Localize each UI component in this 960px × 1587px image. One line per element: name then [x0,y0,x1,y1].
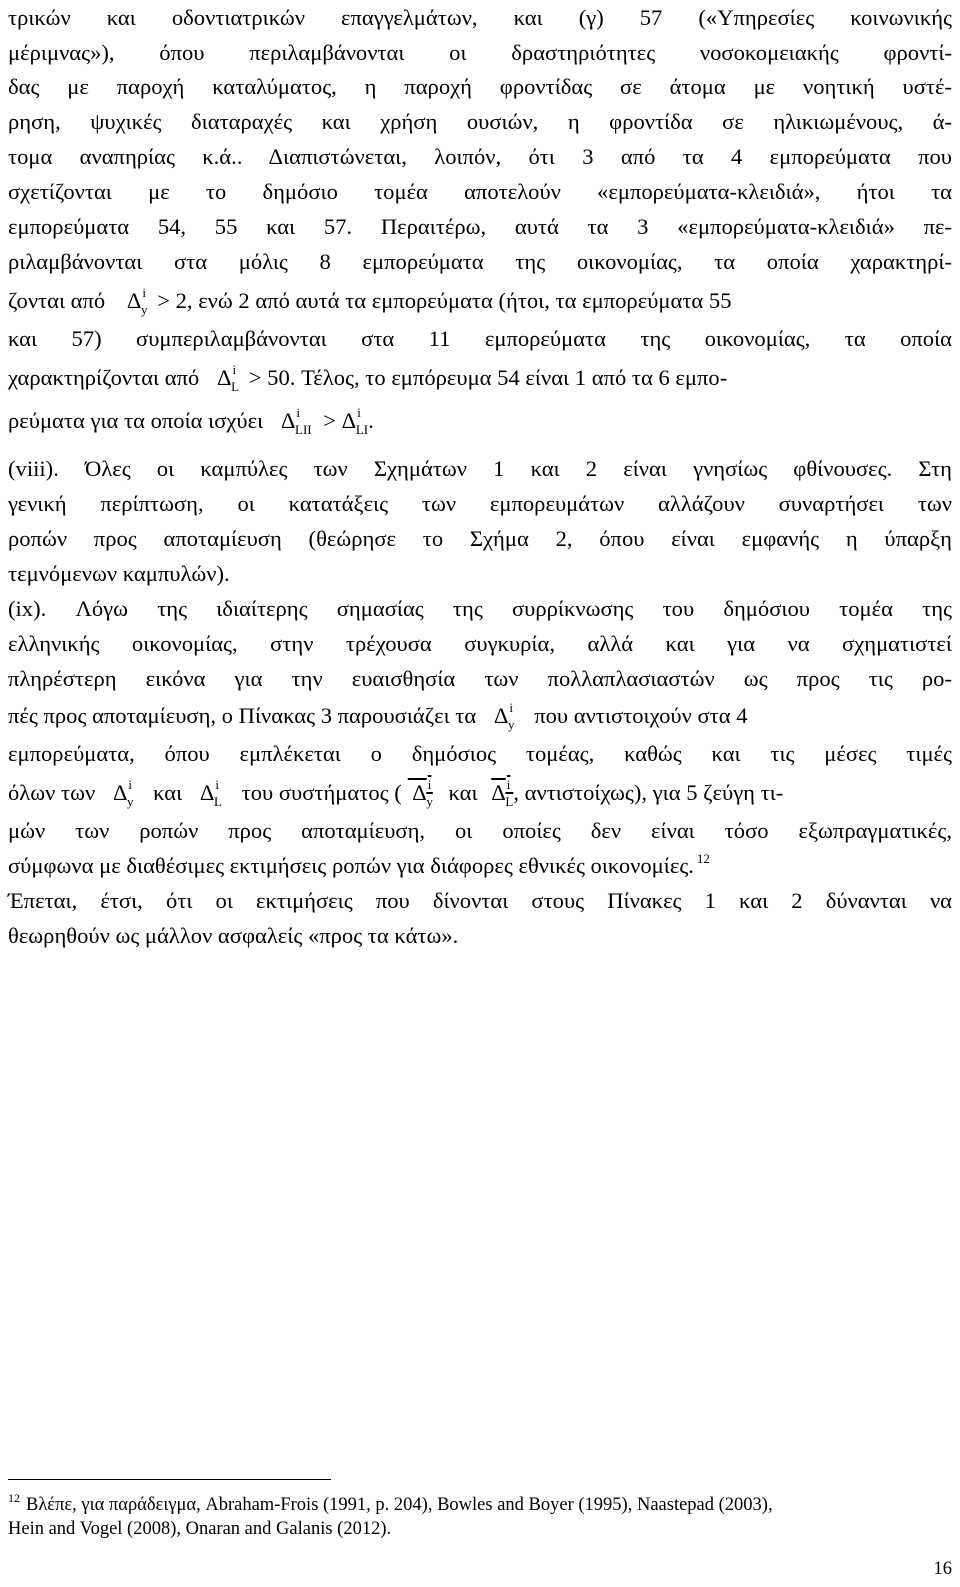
subscript-y: y [508,717,515,732]
superscript-i: i [142,285,147,300]
para9-line-10: θεωρηθούν ως μάλλον ασφαλείς «προς τα κάτω». [8,923,459,948]
para9-line-3: πληρέστερη εικόνα για την ευαισθησία των πολλαπλασιαστών ως προς τις ρο- [8,666,952,691]
body-line-10: και 57) συμπεριλαμβάνονται στα 11 εμπορεύματα της οικονομίας, τα οποία [8,326,952,351]
text-span: . [368,408,374,433]
text-span: και [153,780,183,805]
text-span: ζονται από [8,288,106,313]
body-line-5: τομα αναπηρίας κ.ά.. Διαπιστώνεται, λοιπόν, ότι 3 από τα 4 εμπορεύματα που [8,144,952,169]
body-line-11 [8,364,952,395]
text-span: που αντιστοιχούν στα 4 [534,703,748,728]
subscript-L: L [505,794,514,809]
para9-line-8 [8,852,952,883]
delta-symbol: Δ [199,780,215,805]
delta-symbol: Δ [217,365,232,390]
subscript-y: y [426,794,433,809]
footnote-mark: 12 [8,1491,20,1505]
footnote-separator [8,1479,331,1480]
superscript-i: i [509,700,514,715]
para9-line-9: Έπεται, έτσι, ότι οι εκτιμήσεις που δίνονται στους Πίνακες 1 και 2 δύνανται να [8,888,952,913]
para8-line-2: γενική περίπτωση, οι κατατάξεις των εμπορευμάτων αλλάζουν συναρτήσει των [8,491,952,516]
para9-line-4 [8,702,952,733]
para9-line-6 [8,779,952,810]
superscript-i: i [232,362,237,377]
body-line-1: τρικών και οδοντιατρικών επαγγελμάτων, και (γ) 57 («Υπηρεσίες κοινωνικής [8,5,952,30]
footnote-text: Βλέπε, για παράδειγμα, Abraham-Frois (1991, p. 204), Bowles and Boyer (1995), Naastepad (2003), [26,1495,773,1515]
superscript-i: i [296,405,300,420]
math-delta-L [199,777,222,809]
gt-symbol: > [248,365,262,390]
document-page [8,0,952,1587]
body-line-9 [8,287,952,318]
delta-symbol: Δ [412,780,427,805]
text-span: , ενώ 2 από αυτά τα εμπορεύματα (ήτοι, τα εμπορεύματα 55 [186,288,732,313]
gt-symbol: > [323,408,337,433]
text-span: σύμφωνα με διαθέσιμες εκτιμήσεις ροπών για διάφορες εθνικές οικονομίες. [8,853,694,878]
para9-line-2: ελληνικής οικονομίας, στην τρέχουσα συγκυρία, αλλά και για να σχηματιστεί [8,631,952,656]
gt-symbol: > [157,288,170,313]
subscript-LII: LII [295,422,312,437]
subscript-y: y [126,794,134,809]
footnote-line-2: Hein and Vogel (2008), Onaran and Galanis (2012). [8,1519,392,1539]
delta-symbol: Δ [341,408,357,433]
delta-symbol: Δ [491,780,506,805]
text-span: ρεύματα για τα οποία ισχύει [8,408,264,433]
superscript-i: i [128,777,132,792]
para8-line-1: (viii). Όλες οι καμπύλες των Σχημάτων 1 και 2 είναι γνησίως φθίνουσες. Στη [8,456,952,481]
body-line-8: ριλαμβάνονται στα μόλις 8 εμπορεύματα της οικονομίας, τα οποία χαρακτηρί- [8,249,952,274]
subscript-y: y [141,302,148,317]
body-line-4: ρηση, ψυχικές διαταραχές και χρήση ουσιών, η φροντίδα σε ηλικιωμένους, ά- [8,109,952,134]
text-span: του συστήματος ( [241,780,402,805]
para9-line-7: μών των ροπών προς αποταμίευση, οι οποίες δεν είναι τόσο εξωπραγματικές, [8,818,952,843]
para8-line-4: τεμνόμενων καμπυλών). [8,561,230,586]
para9-line-5: εμπορεύματα, όπου εμπλέκεται ο δημόσιος τομέας, καθώς και τις μέσες τιμές [8,741,952,766]
page-number: 16 [933,1559,952,1579]
superscript-i: i [215,777,220,792]
delta-symbol: Δ [493,703,509,728]
math-delta-y [493,700,515,732]
math-value: 2 [175,288,187,313]
superscript-i: i [357,405,361,420]
para9-line-1: (ix). Λόγω της ιδιαίτερης σημασίας της συρρίκνωσης του δημόσιου τομέα της [8,596,952,621]
text-span: όλων των [8,780,96,805]
body-line-12 [8,407,952,438]
subscript-L: L [214,794,222,809]
math-mean-delta-y [408,777,433,809]
math-delta-y-gt-2 [126,285,187,317]
subscript-LI: LI [355,422,369,437]
delta-symbol: Δ [112,780,128,805]
math-delta-L-gt-50 [217,362,290,394]
superscript-i: i [506,777,511,792]
math-delta-y [112,777,134,809]
delta-symbol: Δ [126,288,142,313]
body-line-7: εμπορεύματα 54, 55 και 57. Περαιτέρω, αυτά τα 3 «εμπορεύματα-κλειδιά» πε- [8,214,952,239]
footnote-line-1 [8,1493,773,1518]
math-mean-delta-L [491,777,514,809]
math-delta-LII-gt-LI [280,405,369,437]
body-line-6: σχετίζονται με το δημόσιο τομέα αποτελούν «εμπορεύματα-κλειδιά», ήτοι τα [8,179,952,204]
body-line-2: μέριμνας»), όπου περιλαμβάνονται οι δραστηριότητες νοσοκομειακής φροντί- [8,40,952,65]
para8-line-3: ροπών προς αποταμίευση (θεώρησε το Σχήμα 2, όπου είναι εμφανής η ύπαρξη [8,526,952,551]
text-span: χαρακτηρίζονται από [8,365,200,390]
math-value: 50 [267,365,290,390]
text-span: , αντιστοίχως), για 5 ζεύγη τι- [513,780,784,805]
text-span: . Τέλος, το εμπόρευμα 54 είναι 1 από τα 6 εμπο- [289,365,728,390]
superscript-i: i [427,777,432,792]
text-span: και [448,780,478,805]
subscript-L: L [231,379,240,394]
text-span: πές προς αποταμίευση, ο Πίνακας 3 παρουσιάζει τα [8,703,477,728]
delta-symbol: Δ [280,408,296,433]
footnote-reference[interactable]: 12 [696,851,710,866]
body-line-3: δας με παροχή καταλύματος, η παροχή φροντίδας σε άτομα με νοητική υστέ- [8,74,952,99]
